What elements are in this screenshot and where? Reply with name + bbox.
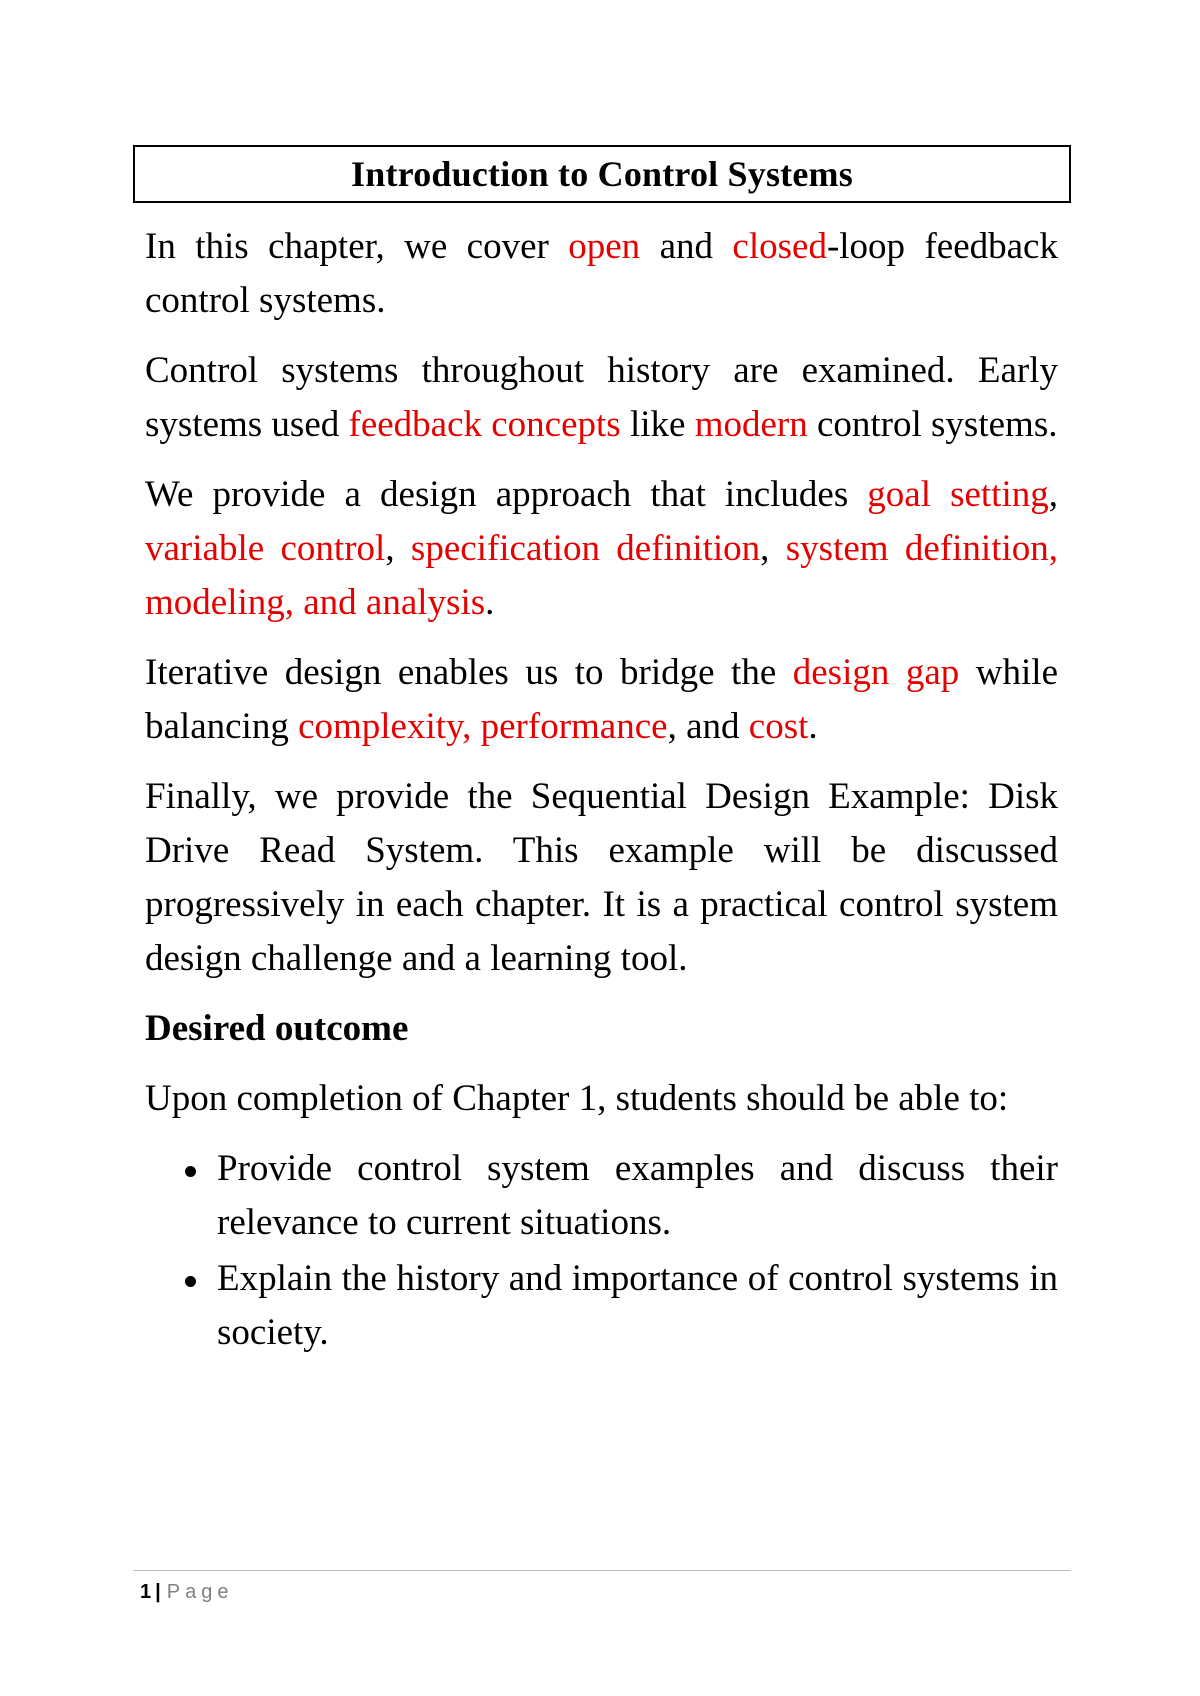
- page-number: 1: [140, 1581, 152, 1603]
- highlighted-term: feedback concepts: [348, 404, 621, 445]
- paragraph-text: We provide a design approach that includes: [145, 474, 868, 515]
- highlighted-term: goal setting: [867, 474, 1049, 515]
- paragraph-text: In this chapter, we cover: [145, 226, 569, 267]
- highlighted-term: variable control: [145, 528, 386, 569]
- paragraph-text: ,: [1048, 474, 1058, 515]
- list-item-text: Explain the history and importance of control systems in society.: [217, 1258, 1058, 1353]
- highlighted-term: system definition, modeling, and analysis: [145, 528, 1059, 623]
- list-item: [145, 1252, 1058, 1360]
- main-content: [145, 220, 1058, 1362]
- paragraph-text: control systems.: [807, 404, 1058, 445]
- paragraph-text: Finally, we provide the Sequential Design Example: Disk Drive Read System. This example will be discussed progressively in each chapter. It is a practical control system design challenge and a learning tool.: [145, 776, 1058, 979]
- paragraph-text: .: [485, 582, 495, 623]
- outcome-intro: Upon completion of Chapter 1, students should be able to:: [145, 1078, 1009, 1119]
- highlighted-term: complexity, performance: [298, 706, 668, 747]
- highlighted-term: open: [568, 226, 641, 267]
- highlighted-term: design gap: [792, 652, 960, 693]
- body-paragraph: [145, 468, 1058, 630]
- highlighted-term: modern: [694, 404, 808, 445]
- paragraph-text: , and: [667, 706, 749, 747]
- title-box: [133, 145, 1071, 203]
- body-paragraph: [145, 344, 1058, 452]
- outcome-list: [145, 1142, 1058, 1360]
- section-heading: Desired outcome: [145, 1008, 409, 1049]
- footer-divider: [133, 1570, 1071, 1571]
- list-item-text: Provide control system examples and discuss their relevance to current situations.: [217, 1148, 1058, 1243]
- body-paragraph: [145, 770, 1058, 986]
- bullet-dot-icon: [185, 1276, 196, 1287]
- footer-separator: |: [155, 1581, 161, 1603]
- page-label: Page: [166, 1581, 234, 1603]
- highlighted-term: closed: [732, 226, 827, 267]
- paragraph-text: -loop feedback control systems.: [145, 226, 1058, 321]
- page-title: Introduction to Control Systems: [351, 154, 853, 194]
- body-paragraph: [145, 646, 1058, 754]
- bullet-dot-icon: [185, 1166, 196, 1177]
- paragraph-text: like: [620, 404, 695, 445]
- highlighted-term: cost: [748, 706, 809, 747]
- page-footer: [140, 1578, 233, 1606]
- paragraph-text: while balancing: [145, 652, 1058, 747]
- intro-paragraphs: [145, 220, 1058, 986]
- paragraph-text: Control systems throughout history are examined. Early systems used: [145, 350, 1058, 445]
- list-item: [145, 1142, 1058, 1250]
- paragraph-text: .: [808, 706, 818, 747]
- paragraph-text: ,: [760, 528, 786, 569]
- body-paragraph: [145, 220, 1058, 328]
- paragraph-text: and: [640, 226, 733, 267]
- paragraph-text: Iterative design enables us to bridge the: [145, 652, 793, 693]
- highlighted-term: specification definition: [410, 528, 761, 569]
- paragraph-text: ,: [385, 528, 411, 569]
